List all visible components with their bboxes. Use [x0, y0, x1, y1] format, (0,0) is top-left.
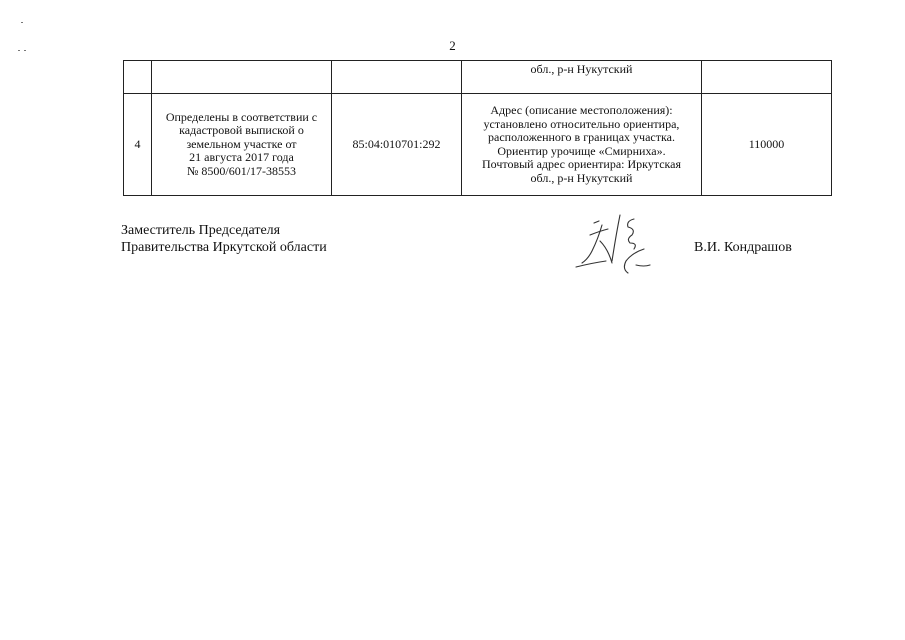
basis-line: 21 августа 2017 года — [189, 150, 294, 165]
position-line: Правительства Иркутской области — [121, 240, 327, 255]
cell-cadastral: 85:04:010701:292 — [332, 94, 462, 196]
signatory-position — [121, 222, 327, 256]
address-line: Ориентир урочище «Смирниха». — [497, 143, 666, 158]
address-line: Адрес (описание местоположения): — [490, 103, 673, 117]
cell-number — [124, 61, 152, 94]
table-row-continuation — [124, 61, 832, 94]
page-number: 2 — [449, 38, 456, 53]
address-line: обл., р-н Нукутский — [530, 170, 633, 185]
cell-basis — [152, 61, 332, 94]
scan-speck — [21, 22, 23, 23]
basis-line: № 8500/601/17-38553 — [186, 163, 297, 178]
table-row — [124, 94, 832, 196]
cell-number: 4 — [124, 94, 152, 196]
basis-line: Определены в соответствии с — [165, 109, 318, 124]
cell-area — [702, 61, 832, 94]
cell-cadastral — [332, 61, 462, 94]
cell-address: обл., р-н Нукутский — [462, 61, 702, 94]
basis-line: земельном участке от — [186, 136, 297, 151]
handwritten-signature — [572, 205, 667, 280]
land-plot-table — [123, 60, 832, 196]
cell-area: 110000 — [702, 94, 832, 196]
address-line: Почтовый адрес ориентира: Иркутская — [481, 157, 682, 171]
signatory-name: В.И. Кондрашов — [694, 240, 792, 255]
basis-line: кадастровой выпиской о — [179, 123, 304, 138]
cell-address — [462, 94, 702, 196]
position-line: Заместитель Председателя — [121, 223, 281, 238]
address-line: расположенного в границах участка. — [488, 130, 675, 144]
address-line: установлено относительно ориентира, — [483, 116, 680, 131]
cell-basis — [152, 94, 332, 196]
